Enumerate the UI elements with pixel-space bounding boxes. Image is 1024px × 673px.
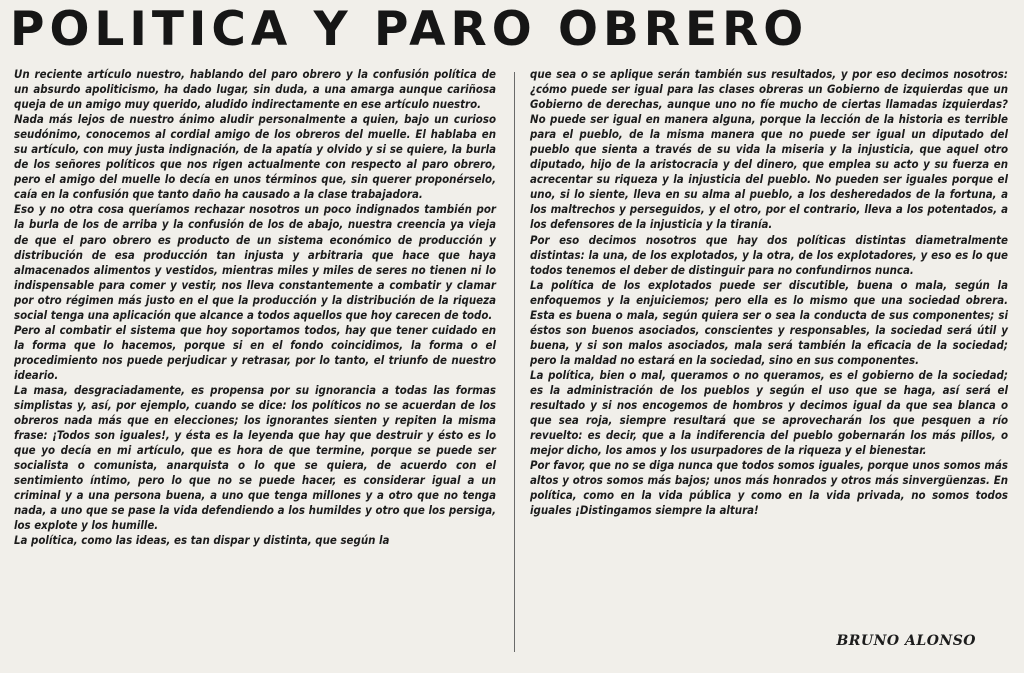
- paragraph: Por eso decimos nosotros que hay dos políticas distintas diametralmente distintas: la una, de los explotados, y la otra, de los explotadores, y eso es lo que todos tenemos el deber de distinguir para no confundirnos nunca.: [530, 232, 1008, 277]
- article-headline: POLITICA Y PARO OBRERO: [10, 2, 809, 57]
- paragraph: La política, como las ideas, es tan dispar y distinta, que según la: [14, 533, 390, 548]
- paragraph: Pero al combatir el sistema que hoy soportamos todos, hay que tener cuidado en la forma que lo hacemos, porque si en el fondo coincidimos, la forma o el procedimiento nos puede perjudicar y retrasar, por lo tanto, el triunfo de nuestro ideario.: [14, 322, 496, 382]
- paragraph: La política, bien o mal, queramos o no queramos, es el gobierno de la sociedad; es la administración de los pueblos y según el uso que se haga, así será el resultado y si nos encogemos de hombros y decimos igual da que sea blanca o que sea roja, siempre resultará que se aprovecharán los que pesquen a río revuelto: es decir, que a la indiferencia del pueblo gobernarán los más pillos, o mejor dicho, los amos y los usurpadores de la riqueza y el bienestar.: [530, 367, 1008, 458]
- paragraph: que sea o se aplique serán también sus resultados, y por eso decimos nosotros: ¿cómo puede ser igual para las clases obreras un Gobierno de izquierdas que un Gobierno de derechas, aunque uno no fíe mucho de ciertas llamadas izquierdas? No puede ser igual en manera alguna, porque la lección de la historia es terrible para el pueblo, de la misma manera que no puede ser igual un diputado del pueblo que sienta a través de su vida la miseria y la injusticia, que aquel otro diputado, hijo de la aristocracia y del dinero, que emplea su acto y su fuerza en acrecentar su riqueza y la injusticia del pueblo. No pueden ser iguales porque el uno, si lo siente, lleva en su alma al pueblo, a los desheredados de la fortuna, a los maltrechos y perseguidos, y el otro, por el contrario, lleva a los potentados, a los defensores de la injusticia y la tiranía.: [530, 67, 1008, 232]
- paragraph: Eso y no otra cosa queríamos rechazar nosotros un poco indignados también por la burla de los de arriba y la confusión de los de abajo, nuestra creencia ya vieja de que el paro obrero es producto de un sistema económico de producción y distribución de esa producción tan injusta y arbitraria que hace que haya almacenados alimentos y vestidos, mientras miles y miles de seres no tienen ni lo indispensable para comer y vestir, nos lleva constantemente a combatir y clamar por otro régimen más justo en el que la producción y la distribución de la riqueza social tenga una aplicación que alcance a todos aquellos que hoy carecen de todo.: [14, 202, 496, 322]
- right-column: [530, 67, 1008, 518]
- paragraph: Un reciente artículo nuestro, hablando del paro obrero y la confusión política de un absurdo apoliticismo, ha dado lugar, sin duda, a una amarga aunque cariñosa queja de un amigo muy querido, aludido indirectamente en ese artículo nuestro.: [14, 67, 496, 112]
- author-signature: BRUNO ALONSO: [836, 633, 976, 649]
- column-divider: [514, 72, 515, 652]
- paragraph: Nada más lejos de nuestro ánimo aludir personalmente a quien, bajo un curioso seudónimo, conocemos al cordial amigo de los obreros del muelle. El hablaba en su artículo, con muy justa indignación, de la apatía y olvido y si se quiere, la burla de los señores políticos que nos rigen actualmente con respecto al paro obrero, pero el amigo del muelle lo decía en unos términos que, sin querer proponérselo, caía en la confusión que tanto daño ha causado a la clase trabajadora.: [14, 112, 496, 202]
- paragraph: La política de los explotados puede ser discutible, buena o mala, según la enfoquemos y la enjuiciemos; pero ella es lo mismo que una sociedad obrera. Esta es buena o mala, según quiera ser o sea la conducta de sus componentes; si éstos son buenos asociados, conscientes y responsables, la sociedad será útil y buena, y si son malos asociados, mala será también la eficacia de la sociedad; pero la maldad no estará en la sociedad, sino en sus componentes.: [530, 277, 1008, 367]
- left-column: [14, 67, 496, 549]
- paragraph: Por favor, que no se diga nunca que todos somos iguales, porque unos somos más altos y otros somos más bajos; unos más honrados y otros más sinvergüenzas. En política, como en la vida pública y como en la vida privada, no somos todos iguales ¡Distingamos siempre la altura!: [530, 458, 1008, 518]
- paragraph: La masa, desgraciadamente, es propensa por su ignorancia a todas las formas simplistas y, así, por ejemplo, cuando se dice: los políticos no se acuerdan de los obreros nada más que en elecciones; los ignorantes sienten y repiten la misma frase: ¡Todos son iguales!, y ésta es la leyenda que hay que destruir y ésto es lo que yo decía en mi artículo, que es hora de que termine, porque se puede ser socialista o comunista, anarquista o lo que se quiera, de acuerdo con el sentimiento íntimo, pero lo que no se puede hacer, es considerar igual a un criminal y a una persona buena, a uno que tenga millones y a otro que no tenga nada, a uno que se pase la vida defendiendo a los humildes y otro que los persiga, los explote y los humille.: [14, 382, 496, 533]
